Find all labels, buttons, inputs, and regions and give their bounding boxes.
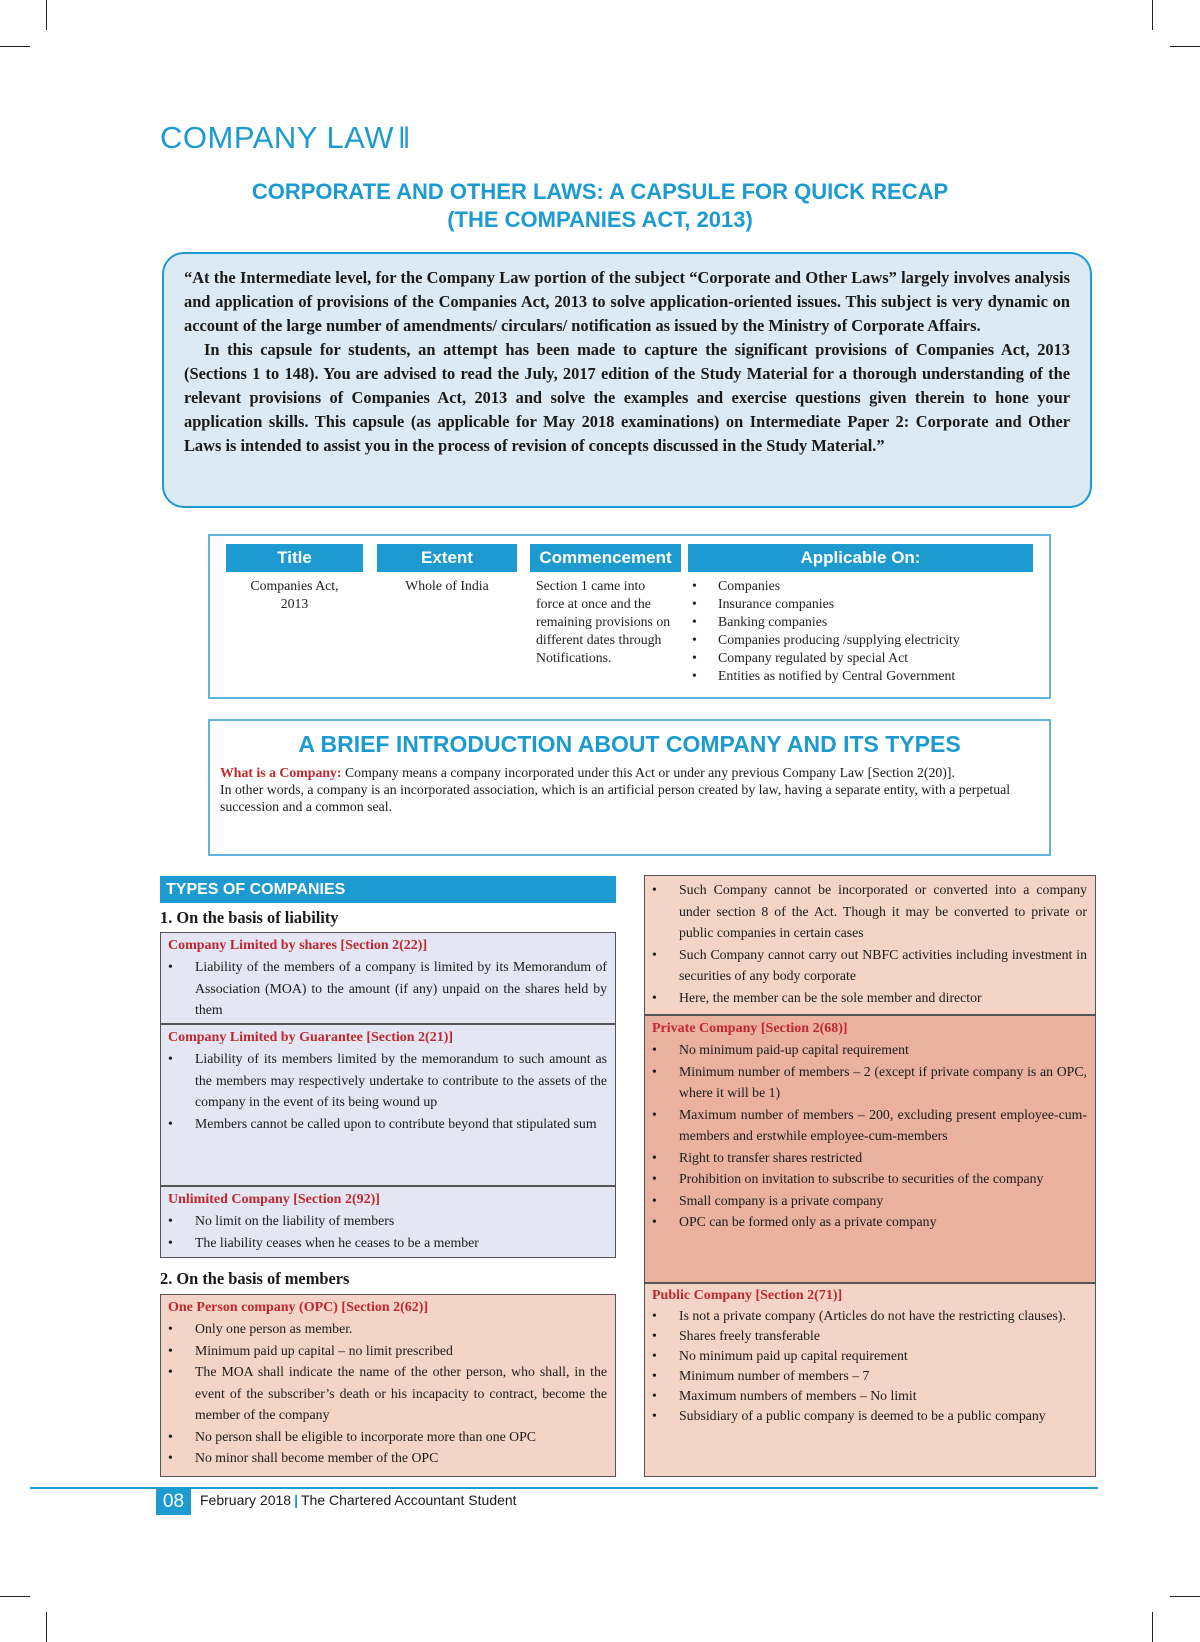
act-summary-table — [208, 534, 1051, 699]
list-item: • No person shall be eligible to incorporate more than one OPC — [195, 1426, 607, 1448]
types-of-companies-header: TYPES OF COMPANIES — [160, 876, 616, 903]
crop-mark — [46, 1612, 47, 1642]
act-col-title — [226, 544, 363, 613]
list-item: • Right to transfer shares restricted — [679, 1147, 1087, 1169]
basis-members-heading: 2. On the basis of members — [160, 1269, 350, 1288]
list-item: • Minimum number of members – 7 — [679, 1366, 1087, 1386]
opc-title: One Person company (OPC) [Section 2(62)] — [168, 1300, 429, 1315]
list-item: • Only one person as member. — [195, 1318, 607, 1340]
act-col-commencement — [530, 544, 681, 667]
list-item: • Minimum number of members – 2 (except if private company is an OPC, where it will be 1) — [679, 1061, 1087, 1104]
act-col-extent — [377, 544, 517, 595]
company-definition — [220, 764, 1039, 781]
intro-quote-paragraph-1: “At the Intermediate level, for the Company Law portion of the subject “Corporate and Other Laws” largely involves analysis and application of provisions of the Companies Act, 2013 to solve application-oriented issues. This subject is very dynamic on account of the large number of amendments/ circulars/ notification as issued by the Ministry of Corporate Affairs. — [184, 268, 1070, 335]
list-item: • Shares freely transferable — [679, 1326, 1087, 1346]
list-item: • Maximum numbers of members – No limit — [679, 1386, 1087, 1406]
list-item: • Companies producing /supplying electricity — [718, 631, 1033, 649]
crop-mark — [0, 1596, 30, 1597]
list-item: • Minimum paid up capital – no limit prescribed — [195, 1340, 607, 1362]
private-company-title: Private Company [Section 2(68)] — [652, 1021, 848, 1036]
page-title-line1: CORPORATE AND OTHER LAWS: A CAPSULE FOR QUICK RECAP — [251, 179, 949, 204]
list-item: • No limit on the liability of members — [195, 1210, 607, 1232]
page-title — [160, 178, 1040, 234]
footer-text — [200, 1492, 517, 1508]
unlimited-company-box — [160, 1186, 616, 1258]
act-commencement-value: Section 1 came into force at once and the remaining provisions on different dates through Notifications. — [536, 578, 671, 665]
list-item: • The MOA shall indicate the name of the other person, who shall, in the event of the subscriber’s death or his incapacity to contract, become the member of the company — [195, 1361, 607, 1426]
limited-by-shares-box — [160, 932, 616, 1024]
act-col-extent-header: Extent — [377, 544, 517, 572]
page-title-line2: (THE COMPANIES ACT, 2013) — [447, 207, 753, 232]
crop-mark — [1152, 1612, 1153, 1642]
list-item: • Banking companies — [718, 613, 1033, 631]
act-col-applicable-header: Applicable On: — [688, 544, 1033, 572]
list-item: • Company regulated by special Act — [718, 649, 1033, 667]
crop-mark — [1170, 1596, 1200, 1597]
crop-mark — [0, 46, 30, 47]
act-applicable-list — [688, 577, 1033, 685]
list-item: • Entities as notified by Central Government — [718, 667, 1033, 685]
crop-mark — [1170, 46, 1200, 47]
intro-quote-paragraph-2: In this capsule for students, an attempt has been made to capture the significant provisions of Companies Act, 2013 (Sections 1 to 148). You are advised to read the July, 2017 edition of the Study Material for a thorough understanding of the relevant provisions of Companies Act, 2013 and solve the examples and exercise questions given therein to hone your application skills. This capsule (as applicable for May 2018 examinations) on Intermediate Paper 2: Corporate and Other Laws is intended to assist you in the process of revision of concepts discussed in the Study Material.” — [184, 340, 1070, 455]
opc-continued-box — [644, 875, 1096, 1015]
list-item: • The liability ceases when he ceases to be a member — [195, 1232, 607, 1254]
section-label-text: COMPANY LAW — [160, 120, 395, 155]
act-col-applicable — [688, 544, 1033, 685]
company-definition-text: Company means a company incorporated under this Act or under any previous Company Law [Section 2(20)]. — [341, 765, 955, 780]
limited-by-guarantee-box — [160, 1024, 616, 1186]
list-item: • No minimum paid-up capital requirement — [679, 1039, 1087, 1061]
crop-mark — [46, 0, 47, 30]
crop-mark — [1152, 0, 1153, 30]
act-extent-value: Whole of India — [405, 578, 489, 593]
company-other-words: In other words, a company is an incorporated association, which is an artificial person created by law, having a separate entity, with a perpetual succession and a common seal. — [220, 782, 1011, 814]
section-bars: ‖ — [398, 122, 411, 155]
basis-liability-heading: 1. On the basis of liability — [160, 908, 339, 927]
list-item: • Such Company cannot carry out NBFC activities including investment in securities of any body corporate — [679, 944, 1087, 987]
company-definition-label: What is a Company: — [220, 765, 342, 780]
list-item: • No minor shall become member of the OPC — [195, 1447, 607, 1469]
page-number: 08 — [156, 1489, 191, 1515]
intro-quote-box — [162, 252, 1092, 508]
list-item: • Prohibition on invitation to subscribe to securities of the company — [679, 1168, 1087, 1190]
list-item: • Small company is a private company — [679, 1190, 1087, 1212]
limited-by-shares-title: Company Limited by shares [Section 2(22)] — [168, 938, 428, 953]
private-company-box — [644, 1015, 1096, 1283]
section-label — [160, 120, 411, 156]
list-item: • Such Company cannot be incorporated or converted into a company under section 8 of the Act. Though it may be converted to private or public companies in certain cases — [679, 879, 1087, 944]
list-item: • Companies — [718, 577, 1033, 595]
limited-by-guarantee-title: Company Limited by Guarantee [Section 2(21)] — [168, 1030, 454, 1045]
act-col-title-header: Title — [226, 544, 363, 572]
unlimited-company-title: Unlimited Company [Section 2(92)] — [168, 1192, 380, 1207]
list-item: • Liability of its members limited by the memorandum to such amount as the members may respectively undertake to contribute to the assets of the company in the event of its being wound up — [195, 1048, 607, 1113]
act-title-value: Companies Act, 2013 — [250, 578, 339, 611]
footer-date: February 2018 — [200, 1492, 292, 1508]
footer-separator: | — [294, 1492, 298, 1508]
public-company-title: Public Company [Section 2(71)] — [652, 1288, 843, 1303]
public-company-box — [644, 1283, 1096, 1477]
opc-box — [160, 1294, 616, 1477]
list-item: • No minimum paid up capital requirement — [679, 1346, 1087, 1366]
list-item: • Maximum number of members – 200, excluding present employee-cum-members and erstwhile employee-cum-members — [679, 1104, 1087, 1147]
list-item: • Here, the member can be the sole member and director — [679, 987, 1087, 1009]
list-item: • Members cannot be called upon to contribute beyond that stipulated sum — [195, 1113, 607, 1135]
list-item: • Subsidiary of a public company is deemed to be a public company — [679, 1406, 1087, 1426]
list-item: • Is not a private company (Articles do not have the restricting clauses). — [679, 1306, 1087, 1326]
list-item: • Insurance companies — [718, 595, 1033, 613]
act-col-commencement-header: Commencement — [530, 544, 681, 572]
footer-magazine: The Chartered Accountant Student — [300, 1492, 517, 1508]
list-item: • Liability of the members of a company is limited by its Memorandum of Association (MOA) to the amount (if any) unpaid on the shares held by them — [195, 956, 607, 1021]
company-intro-heading: A BRIEF INTRODUCTION ABOUT COMPANY AND ITS TYPES — [298, 731, 961, 757]
company-intro-box — [208, 719, 1051, 856]
list-item: • OPC can be formed only as a private company — [679, 1211, 1087, 1233]
